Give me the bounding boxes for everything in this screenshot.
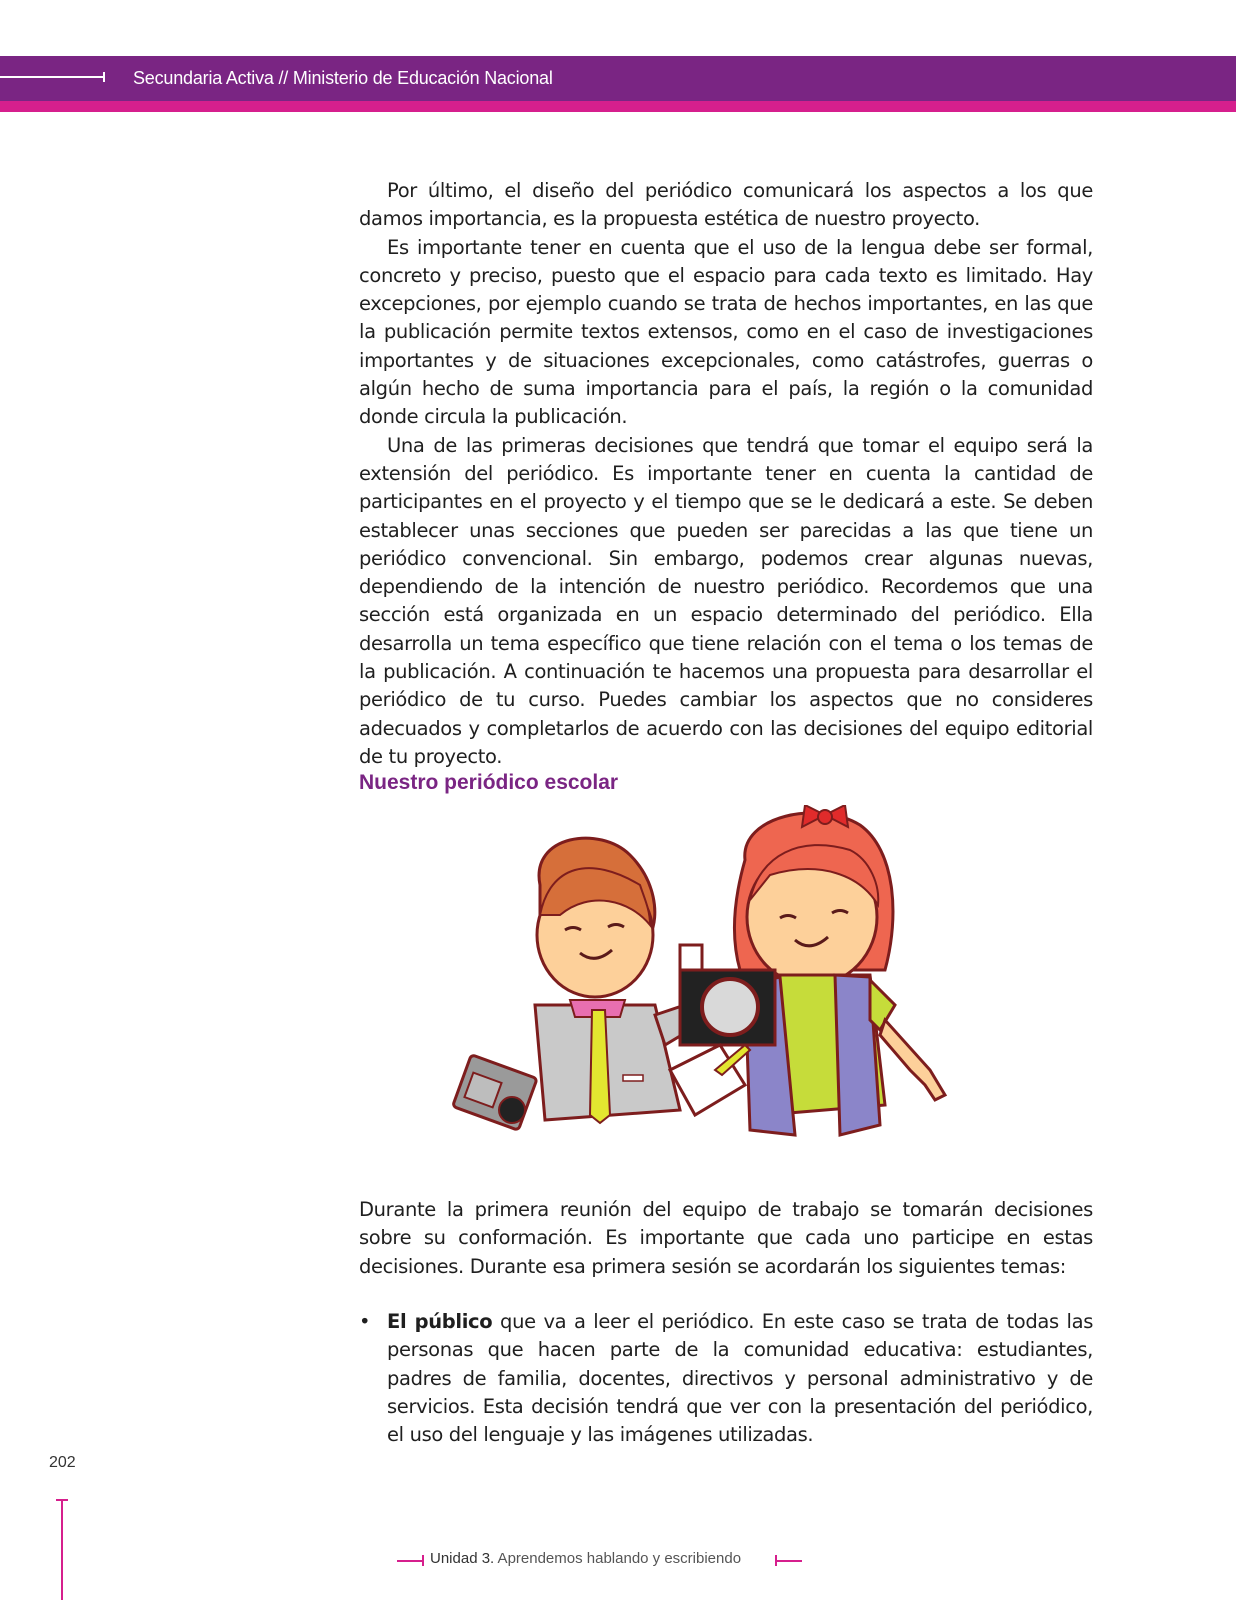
bullet-item (359, 1308, 1093, 1449)
margin-rule (61, 1500, 63, 1600)
paragraph: Durante la primera reunión del equipo de trabajo se tomarán decisiones sobre su conformación. Es importante que cada uno participe en estas decisiones. Durante esa primera sesión se acordarán los siguientes temas: (359, 1198, 1093, 1278)
notepad (670, 1045, 750, 1115)
footer-rule-right (776, 1560, 802, 1562)
footer-unit (430, 1550, 741, 1567)
paragraph: Por último, el diseño del periódico comunicará los aspectos a los que damos importancia, es la propuesta estética de nuestro proyecto. (359, 179, 1093, 231)
boy-figure (535, 838, 690, 1123)
bullet-dot: • (359, 1310, 371, 1333)
header-rule-tick (103, 72, 105, 82)
body-text (359, 177, 1093, 771)
bullet-bold-term: El público (387, 1310, 493, 1333)
footer-unit-title: Aprendemos hablando y escribiendo (494, 1550, 742, 1567)
section-heading: Nuestro periódico escolar (359, 771, 619, 794)
bullet-description: que va a leer el periódico. En este caso se trata de todas las personas que hacen parte de la comunidad educativa: estudiantes, padres de familia, docentes, directivos y personal administrativo y de servicios. Esta decisión tendrá que ver con la presentación del periódico, el uso del lenguaje y las imágenes utilizadas. (387, 1310, 1094, 1447)
page-number: 202 (49, 1454, 76, 1471)
bullet-text (387, 1308, 1093, 1449)
header-title: Secundaria Activa // Ministerio de Educación Nacional (133, 68, 553, 88)
footer-rule-left-tick (422, 1555, 424, 1566)
header-rule (0, 76, 104, 78)
after-image-text (359, 1196, 1093, 1281)
reporters-illustration (440, 805, 970, 1150)
paragraph: Una de las primeras decisiones que tendrá que tomar el equipo será la extensión del periódico. Es importante tener en cuenta la cantidad de participantes en el proyecto y el tiempo que se le dedicará a este. Se deben establecer unas secciones que pueden ser parecidas a las que tiene un periódico convencional. Sin embargo, podemos crear algunas nuevas, dependiendo de la intención de nuestro periódico. Recordemos que una sección está organizada en un espacio determinado del periódico. Ella desarrolla un tema específico que tiene relación con el tema o los temas de la publicación. A continuación te hacemos una propuesta para desarrollar el periódico de tu curso. Puedes cambiar los aspectos que no consideres adecuados y completarlos de acuerdo con las decisiones del equipo editorial de tu proyecto. (359, 433, 1093, 768)
header-stripe (0, 101, 1236, 112)
paragraph: Es importante tener en cuenta que el uso de la lengua debe ser formal, concreto y preciso, puesto que el espacio para cada texto es limitado. Hay excepciones, por ejemplo cuando se trata de hechos importantes, en las que la publicación permite textos extensos, como en el caso de investigaciones importantes y de situaciones excepcionales, como catástrofes, guerras o algún hecho de suma importancia para el país, la región o la comunidad donde circula la publicación. (359, 235, 1093, 429)
footer-rule-left (397, 1560, 423, 1562)
footer-unit-label: Unidad 3. (430, 1550, 495, 1567)
handheld-camera (453, 1055, 538, 1131)
